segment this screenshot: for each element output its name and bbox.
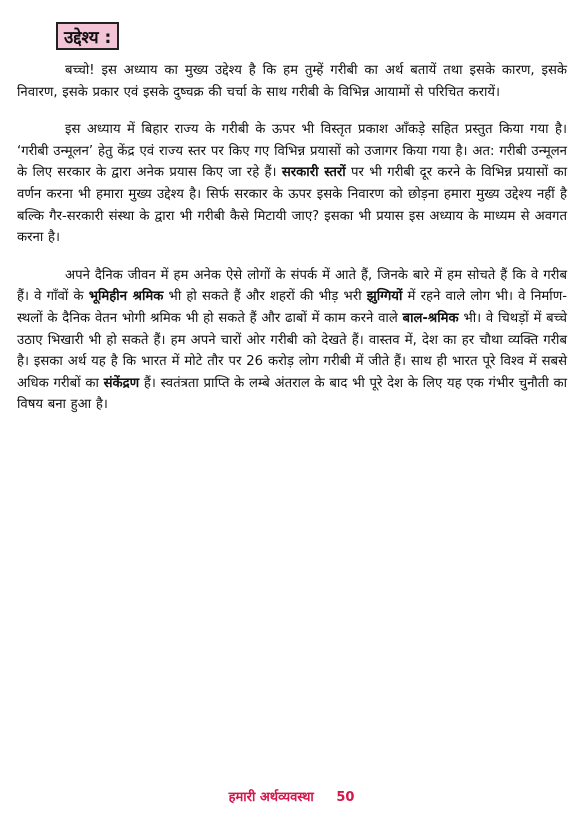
text-run: इस अध्याय में बिहार राज्य के गरीबी के ऊपर भी विस्तृत प्रकाश आँकड़े सहित प्रस्तुत किया गया है। ‘गरीबी उन्मूलन’ हेतु केंद्र एवं राज्य स्तर पर किए गए विभिन्न प्रयासों को उजागर किया गया है। अत: गरीबी उन्मूलन के लिए सरकार के द्वारा अनेक प्रयास किए जा रहे हैं। (17, 122, 567, 181)
page-footer (0, 787, 583, 805)
bold-term: बाल-श्रमिक (402, 310, 459, 326)
bold-term: सरकारी स्तरों (281, 165, 346, 181)
body-text (17, 60, 567, 432)
text-run: बच्चो! इस अध्याय का मुख्य उद्देश्य है कि हम तुम्हें गरीबी का अर्थ बतायें तथा इसके कारण, इसके निवारण, इसके प्रकार एवं इसके दुष्चक्र की चर्चा के साथ गरीबी के विभिन्न आयामों से परिचित करायें। (17, 63, 567, 100)
text-run: भी। वे चिथड़ों में बच्चे उठाए भिखारी भी हो सकते हैं। हम अपने चारों ओर गरीबी को देखते हैं। वास्तव में, देश का हर चौथा व्यक्ति गरीब है। इसका अर्थ यह है कि भारत में मोटे तौर पर 26 करोड़ लोग गरीबी में जीते हैं। साथ ही भारत पूरे विश्व में सबसे अधिक गरीबों का (17, 310, 567, 391)
section-heading-text: उद्देश्य : (64, 27, 112, 48)
section-heading (56, 22, 119, 50)
text-run: में रहने वाले लोग भी। वे निर्माण-स्थलों के दैनिक वेतन भोगी श्रमिक भी हो सकते हैं और ढाबों में काम करने वाले (17, 289, 567, 326)
text-run: पर भी गरीबी दूर करने के विभिन्न प्रयासों का वर्णन करना भी हमारा मुख्य उद्देश्य है। सिर्फ सरकार के ऊपर इसके निवारण को छोड़ना हमारा मुख्य उद्देश्य नहीं है बल्कि गैर-सरकारी संस्था के द्वारा भी गरीबी कैसे मिटायी जाए? इसका भी प्रयास इस अध्याय के माध्यम से अवगत करना है। (17, 165, 568, 246)
text-run: अपने दैनिक जीवन में हम अनेक ऐसे लोगों के संपर्क में आते हैं, जिनके बारे में हम सोचते हैं कि वे गरीब हैं। वे गाँवों के (17, 267, 567, 305)
bold-term: झुग्गियों (366, 289, 403, 305)
book-title: हमारी अर्थव्यवस्था (228, 790, 314, 805)
bold-term: भूमिहीन श्रमिक (88, 289, 164, 305)
paragraph-3 (17, 265, 567, 416)
paragraph-2 (17, 119, 567, 249)
page-number: 50 (336, 790, 355, 805)
text-run: हैं। स्वतंत्रता प्राप्ति के लम्बे अंतराल के बाद भी पूरे देश के लिए यह एक गंभीर चुनौती का विषय बना हुआ है। (17, 375, 567, 413)
bold-term: संकेंद्रण (103, 375, 140, 391)
text-run: भी हो सकते हैं और शहरों की भीड़ भरी (163, 289, 367, 305)
paragraph-1 (17, 60, 567, 103)
